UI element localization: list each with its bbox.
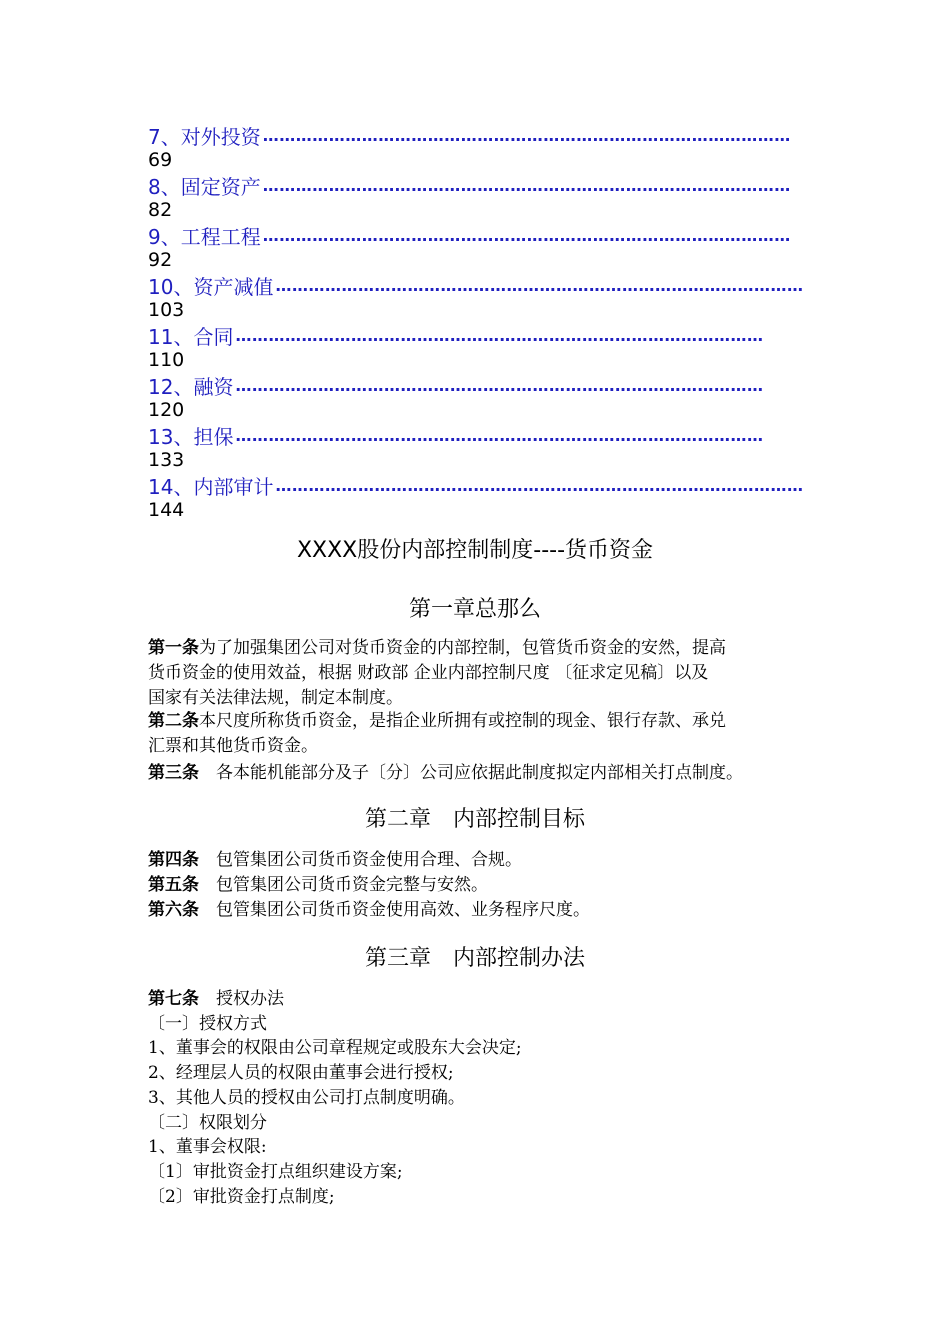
article-label: 第六条 [148, 900, 199, 920]
article-text: 为了加强集团公司对货币资金的内部控制，包管货币资金的安然，提高 [199, 638, 726, 658]
toc-page-number: 69 [148, 149, 173, 171]
toc-leader-dots: …………………………………………………………………………………… [275, 276, 804, 295]
toc-entry[interactable] [148, 372, 808, 422]
article-5 [148, 873, 818, 898]
article-text: 包管集团公司货币资金使用高效、业务程序尺度。 [199, 900, 590, 920]
article-7 [148, 987, 818, 1209]
section-line: 2、经理层人员的权限由董事会进行授权; [148, 1063, 454, 1084]
section-line: 〔一〕授权方式 [148, 1013, 267, 1034]
toc-page-number: 144 [148, 499, 185, 521]
article-text: 授权办法 [199, 989, 284, 1009]
article-1 [148, 636, 818, 711]
toc-page-number: 133 [148, 449, 185, 471]
article-text: 国家有关法律法规，制定本制度。 [148, 688, 403, 708]
toc-leader-dots: …………………………………………………………………………………… [262, 176, 791, 195]
article-text: 汇票和其他货币资金。 [148, 736, 318, 756]
article-3 [148, 761, 818, 786]
article-label: 第五条 [148, 875, 199, 895]
toc-leader-dots: …………………………………………………………………………………… [262, 126, 791, 145]
toc-leader-dots: …………………………………………………………………………………… [235, 326, 764, 345]
article-text: 包管集团公司货币资金完整与安然。 [199, 875, 488, 895]
article-label: 第四条 [148, 850, 199, 870]
section-line: 〔1〕审批资金打点组织建设方案; [148, 1161, 403, 1182]
toc-entry-label[interactable]: 13、担保 [148, 425, 234, 449]
article-text: 各本能机能部分及子〔分〕公司应依据此制度拟定内部相关打点制度。 [199, 763, 743, 783]
toc-entry[interactable] [148, 422, 808, 472]
section-line: 〔二〕权限划分 [148, 1112, 267, 1133]
toc-leader-dots: …………………………………………………………………………………… [235, 376, 764, 395]
article-text: 包管集团公司货币资金使用合理、合规。 [199, 850, 522, 870]
chapter-heading: 第三章 内部控制办法 [364, 946, 585, 971]
toc-entry-label[interactable]: 8、固定资产 [148, 175, 261, 199]
toc-entry-label[interactable]: 9、工程工程 [148, 225, 261, 249]
toc-page-number: 120 [148, 399, 185, 421]
article-text: 本尺度所称货币资金，是指企业所拥有或控制的现金、银行存款、承兑 [199, 711, 726, 731]
toc-entry[interactable] [148, 272, 808, 322]
toc-leader-dots: …………………………………………………………………………………… [275, 476, 804, 495]
article-4 [148, 848, 818, 873]
toc-entry[interactable] [148, 322, 808, 372]
toc-leader-dots: …………………………………………………………………………………… [262, 226, 791, 245]
article-label: 第二条 [148, 711, 199, 731]
article-label: 第三条 [148, 763, 199, 783]
section-line: 1、董事会权限: [148, 1137, 267, 1158]
chapter-heading: 第一章总那么 [408, 597, 541, 622]
article-label: 第一条 [148, 638, 199, 658]
toc-entry-label[interactable]: 14、内部审计 [148, 475, 274, 499]
article-text: 货币资金的使用效益，根据 财政部 企业内部控制尺度 〔征求定见稿〕以及 [148, 663, 709, 683]
article-label: 第七条 [148, 989, 199, 1009]
article-6 [148, 898, 818, 923]
toc-page-number: 92 [148, 249, 173, 271]
toc-entry-label[interactable]: 10、资产减值 [148, 275, 274, 299]
toc-entry[interactable] [148, 472, 808, 522]
toc-entry[interactable] [148, 172, 808, 222]
section-line: 1、董事会的权限由公司章程规定或股东大会决定; [148, 1038, 522, 1059]
section-line: 3、其他人员的授权由公司打点制度明确。 [148, 1087, 465, 1108]
toc-entry-label[interactable]: 12、融资 [148, 375, 234, 399]
toc-leader-dots: …………………………………………………………………………………… [235, 426, 764, 445]
toc-entry[interactable] [148, 222, 808, 272]
section-line: 〔2〕审批资金打点制度; [148, 1186, 335, 1207]
toc-page-number: 103 [148, 299, 185, 321]
toc-page-number: 110 [148, 349, 185, 371]
article-2 [148, 709, 818, 759]
toc-page-number: 82 [148, 199, 173, 221]
toc-entry-label[interactable]: 11、合同 [148, 325, 234, 349]
chapter-heading: 第二章 内部控制目标 [364, 807, 585, 832]
toc-entry[interactable] [148, 122, 808, 172]
document-title: XXXX股份内部控制制度----货币资金 [296, 538, 654, 563]
table-of-contents [148, 122, 808, 522]
toc-entry-label[interactable]: 7、对外投资 [148, 125, 261, 149]
